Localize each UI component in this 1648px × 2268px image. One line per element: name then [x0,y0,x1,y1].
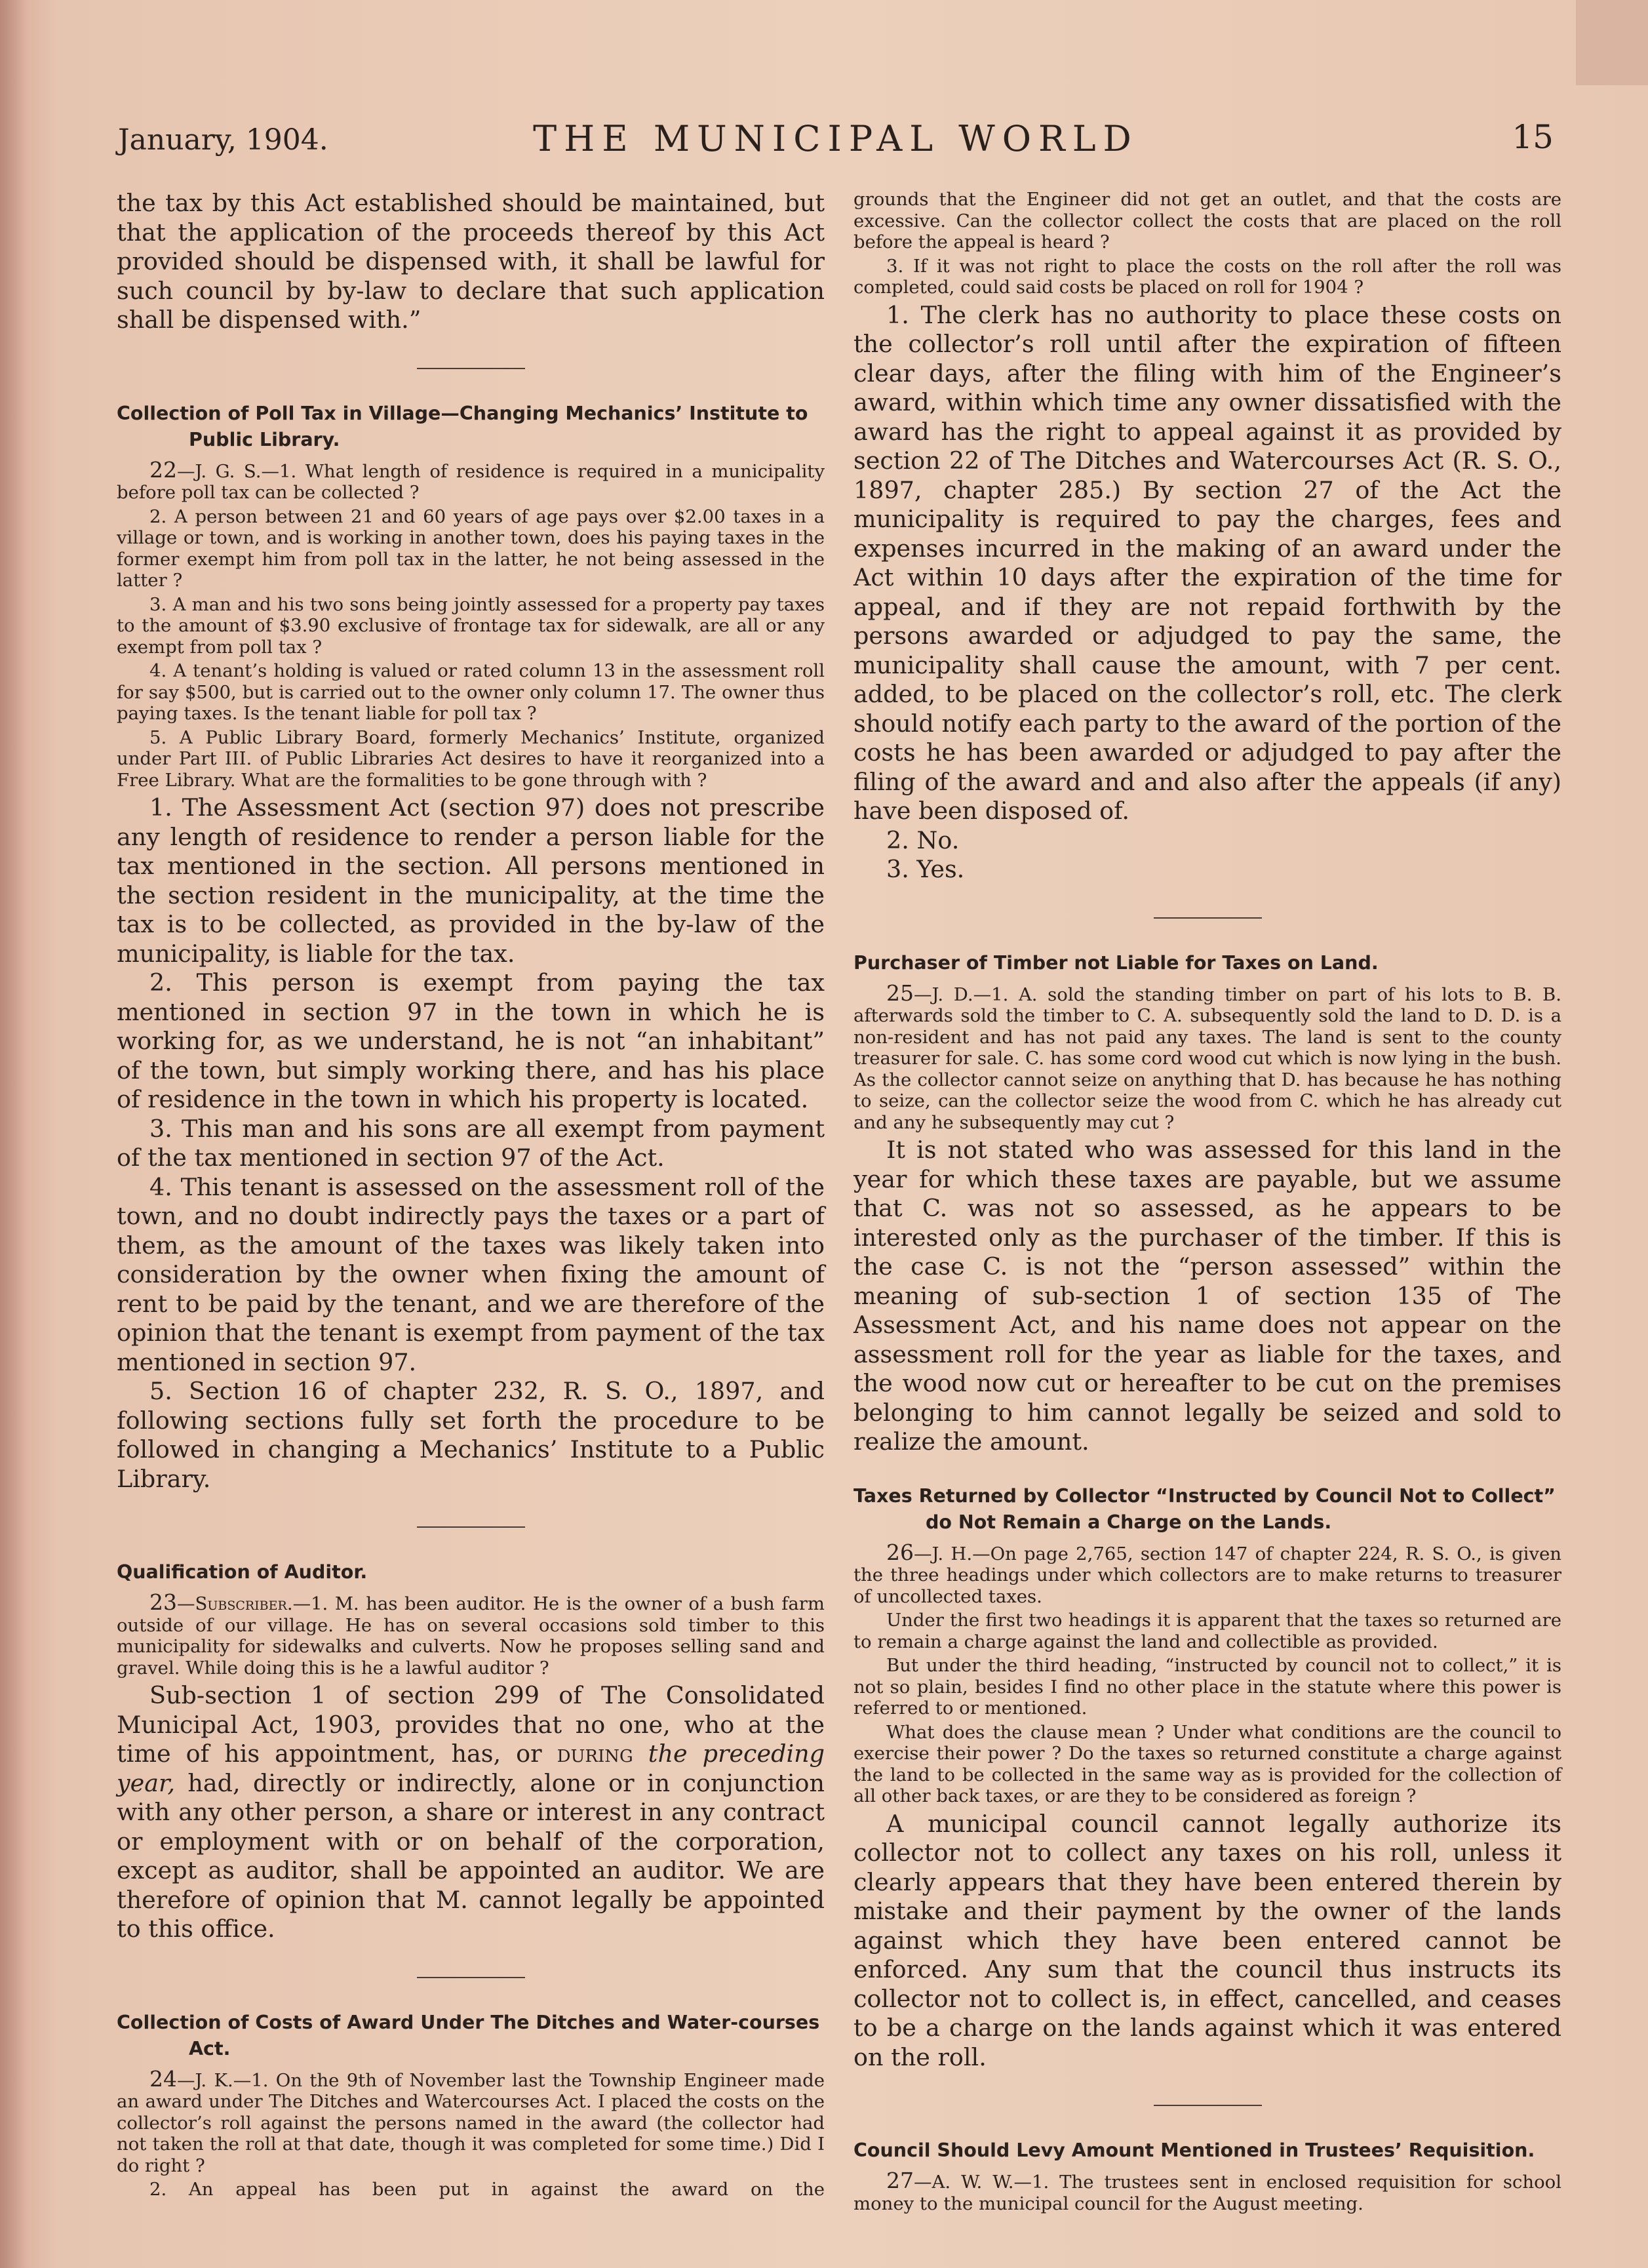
section-heading: Collection of Costs of Award Under The Ditches and Water-courses Act. [117,2011,820,2059]
section-divider [417,1526,525,1528]
section-divider [1154,2105,1262,2106]
section-divider [1154,917,1262,919]
section-heading: Purchaser of Timber not Liable for Taxes on Land. [853,951,1379,974]
question-paragraph: 2. A person between 21 and 60 years of age pays over $2.00 taxes in a village or town, and is working in another town, does his paying taxes in the former exempt him from poll tax in the latter, he not being assessed in the latter ? [117,506,825,591]
section-heading: Qualification of Auditor. [117,1561,368,1583]
question-paragraph: grounds that the Engineer did not get an outlet, and that the costs are excessive. Can the collector collect the costs that are placed on the roll before the appeal is heard ? [853,189,1561,252]
page-number: 15 [1512,118,1554,156]
spacer [1154,1470,1262,1471]
question-author: —Subscriber. [177,1593,293,1614]
question-number: 27 [886,2168,914,2193]
right-column [853,189,1561,2217]
page-header [118,118,1554,164]
answer-paragraph: 5. Section 16 of chapter 232, R. S. O., 1897, and following sections fully set forth the procedure to be followed in changing a Mechanics’ Institute to a Public Library. [117,1377,825,1493]
answer-paragraph: 3. This man and his sons are all exempt from payment of the tax mentioned in section 97 of the Act. [117,1114,825,1172]
section-divider [417,1977,525,1978]
page-fold-shadow [0,0,26,2268]
question-number: 22 [149,456,177,483]
issue-date: January, 1904. [118,123,328,157]
question-paragraph: 3. If it was not right to place the costs on the roll after the roll was completed, could said costs be placed on roll for 1904 ? [853,255,1561,298]
masthead-title: THE MUNICIPAL WORLD [533,118,1139,159]
section-heading: Council Should Levy Amount Mentioned in Trustees’ Requisition. [853,2139,1535,2161]
question-paragraph: 27—A. W. W.—1. The trustees sent in enclosed requisition for school money to the municipal council for the August meeting. [853,2168,1561,2214]
answer-paragraph: 1. The clerk has no authority to place these costs on the collector’s roll until after the expiration of fifteen clear days, after the filing with him of the Engineer’s award, within which time any owner dissatisfied with the award has the right to appeal against it as provided by section 22 of The Ditches and Watercourses Act (R. S. O., 1897, chapter 285.) By section 27 of the Act the municipality is required to pay the charges, fees and expenses incurred in the making of an award under the Act within 10 days after the expiration of the time for appeal, and if they are not repaid forthwith by the persons awarded or adjudged to pay the same, the municipality shall cause the amount, with 7 per cent. added, to be placed on the collector’s roll, etc. The clerk should notify each party to the award of the portion of the costs he has been awarded or adjudged to pay after the filing of the award and and also after the appeals (if any) have been disposed of. [853,300,1561,825]
answer-paragraph: 2. No. [886,826,960,854]
intro-paragraph: the tax by this Act established should be maintained, but that the application of the proceeds thereof by this Act provided should be dispensed with, it shall be lawful for such council by by-law to declare that such application shall be dispensed with.” [117,189,825,334]
question-paragraph: 23—Subscriber.—1. M. has been auditor. He is the owner of a bush farm outside of our village. He has on several occasions sold timber to this municipality for sidewalks and culverts. Now he proposes selling sand and gravel. While doing this is he a lawful auditor ? [117,1589,825,1679]
answer-paragraph: 4. This tenant is assessed on the assessment roll of the town, and no doubt indirectly pays the taxes or a part of them, as the amount of the taxes was likely taken into consideration by the owner when fixing the amount of rent to be paid by the tenant, and we are therefore of the opinion that the tenant is exempt from payment of the tax mentioned in section 97. [117,1172,825,1376]
answer-paragraph: 2. This person is exempt from paying the tax mentioned in section 97 in the town in which he is working for, as we understand, he is not “an inhabitant” of the town, but simply working there, and has his place of residence in the town in which his property is located. [117,968,825,1113]
question-paragraph: 4. A tenant’s holding is valued or rated column 13 in the assessment roll for say $500, but is carried out to the owner only column 17. The owner thus paying taxes. Is the tenant liable for poll tax ? [117,660,825,724]
answer-paragraph: Sub-section 1 of section 299 of The Consolidated Municipal Act, 1903, provides that no one, who at the time of his appointment, has, or during the preceding year, had, directly or indirectly, alone or in conjunction with any other person, a share or interest in any contract or employment with or on behalf of the corporation, except as auditor, shall be appointed an auditor. We are therefore of opinion that M. cannot legally be appointed to this office. [117,1681,825,1943]
answer-paragraph: 3. Yes. [886,855,965,883]
question-paragraph: 24—J. K.—1. On the 9th of November last the Township Engineer made an award under The Ditches and Watercourses Act. I placed the costs on the collector’s roll against the persons named in the award (the collector had not taken the roll at that date, though it was completed for some time.) Did I do right ? [117,2065,825,2176]
question-paragraph: But under the third heading, “instructed by council not to collect,” it is not so plain, besides I find no other place in the statute where this power is referred to or mentioned. [853,1655,1561,1719]
section-heading: Collection of Poll Tax in Village—Changing Mechanics’ Institute to Public Library. [117,402,808,450]
question-paragraph: 25—J. D.—1. A. sold the standing timber on part of his lots to B. B. afterwards sold the timber to C. A. subsequently sold the land to D. D. is a non-resident and has not paid any taxes. The land is sent to the county treasurer for sale. C. has some cord wood cut which is now lying in the bush. As the collector cannot seize on anything that D. has because he has nothing to seize, can the collector seize the wood from C. which he has already cut and any he subsequently may cut ? [853,980,1561,1133]
answer-paragraph: It is not stated who was assessed for this land in the year for which these taxes are payable, but we assume that C. was not so assessed, as he appears to be interested only as the purchaser of the timber. If this is the case C. is not the “person assessed” within the meaning of sub-section 1 of section 135 of The Assessment Act, and his name does not appear on the assessment roll for the year as liable for the taxes, and the wood now cut or hereafter to be cut on the premises belonging to him cannot legally be seized and sold to realize the amount. [853,1136,1561,1456]
question-number: 24 [149,2065,177,2092]
question-paragraph: 3. A man and his two sons being jointly assessed for a property pay taxes to the amount of $3.90 exclusive of frontage tax for sidewalk, are all or any exempt from poll tax ? [117,593,825,658]
question-paragraph: 22—J. G. S.—1. What length of residence is required in a municipality before poll tax can be collected ? [117,456,825,503]
question-paragraph: 2. An appeal has been put in against the award on the [149,2179,825,2200]
section-heading: Taxes Returned by Collector “Instructed by Council Not to Collect” do Not Remain a Charge on the Lands. [853,1484,1556,1533]
question-number: 26 [886,1539,914,1565]
answer-paragraph: 1. The Assessment Act (section 97) does not prescribe any length of residence to render a person liable for the tax mentioned in the section. All persons mentioned in the section resident in the municipality, at the time the tax is to be collected, as provided in the by-law of the municipality, is liable for the tax. [117,793,825,968]
question-number: 23 [149,1589,177,1615]
left-column [117,189,825,2203]
section-divider [417,368,525,369]
question-paragraph: 5. A Public Library Board, formerly Mechanics’ Institute, organized under Part III. of Public Libraries Act desires to have it reorganized into a Free Library. What are the formalities to be gone through with ? [117,726,825,791]
question-paragraph: 26—J. H.—On page 2,765, section 147 of chapter 224, R. S. O., is given the three headings under which collectors are to make returns to treasurer of uncollected taxes. [853,1539,1561,1607]
page-corner [1576,0,1648,85]
question-number: 25 [886,980,914,1006]
question-paragraph: Under the first two headings it is apparent that the taxes so returned are to remain a charge against the land and collectible as provided. [853,1610,1561,1652]
question-paragraph: What does the clause mean ? Under what conditions are the council to exercise their power ? Do the taxes so returned constitute a charge against the land to be collected in the same way as is provided for the collection of all other back taxes, or are they to be considered as foreign ? [853,1721,1561,1806]
answer-paragraph: A municipal council cannot legally authorize its collector not to collect any taxes on his roll, unless it clearly appears that they have been entered therein by mistake and their payment by the owner of the lands against which they have been entered cannot be enforced. Any sum that the council thus instructs its collector not to collect is, in effect, cancelled, and ceases to be a charge on the lands against which it was entered on the roll. [853,1809,1561,2071]
